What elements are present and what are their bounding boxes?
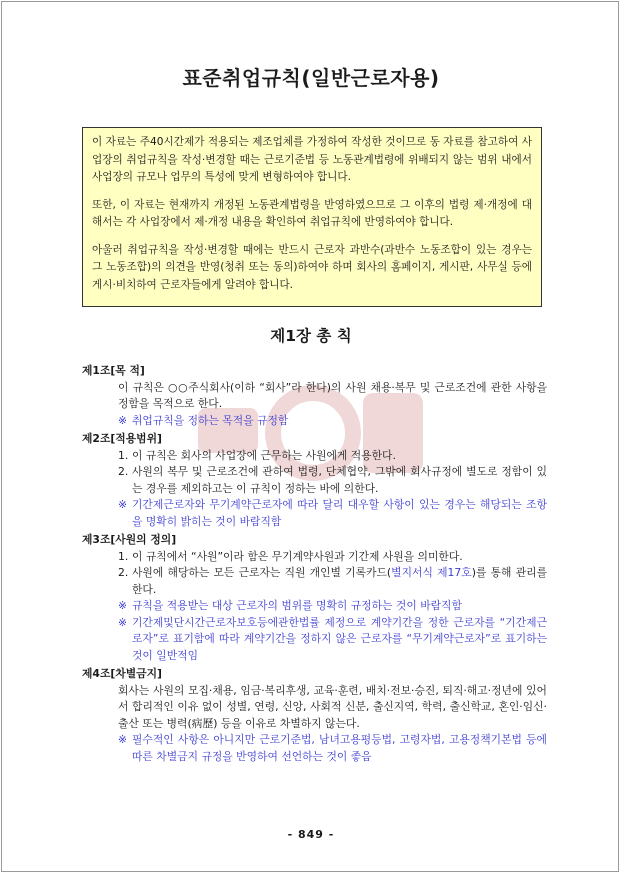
article-1-heading: 제1조[목 적] (82, 364, 145, 377)
article-3-item-2-pre: 사원에 해당하는 모든 근로자는 직원 개인별 기록카드( (132, 566, 392, 579)
article-3-note-1-text: 규칙을 적용받는 대상 근로자의 범위를 명확히 규정하는 것이 바람직함 (132, 599, 462, 612)
reference-mark: ※ (118, 413, 128, 427)
item-number: 1. (118, 549, 129, 563)
notice-box (82, 127, 542, 307)
article-2-note-text: 기간제근로자와 무기계약근로자에 따라 달리 대우할 사항이 있는 경우는 해당되는 조항을 명확히 밝히는 것이 바람직함 (132, 498, 547, 528)
article-3-item-2 (82, 565, 547, 598)
item-number: 2. (118, 465, 129, 478)
article-1-text: 이 규칙은 ○○주식회사(이하 “회사”라 한다)의 사원 채용·복무 및 근로조건에 관한 사항을 정함을 목적으로 한다. (118, 380, 547, 410)
item-number: 2. (118, 566, 129, 579)
article-3-note-1 (82, 598, 547, 615)
reference-mark: ※ (118, 733, 128, 746)
article-3-note-2 (82, 615, 547, 665)
articles (82, 361, 547, 765)
chapter-heading: 제1장 총 칙 (270, 327, 352, 345)
notice-paragraph-1: 이 자료는 주40시간제가 적용되는 제조업체를 가정하여 작성한 것이므로 동 자료를 참고하여 사업장의 취업규칙을 작성·변경할 때는 근로기준법 등 노동관계법령에 위배되지 않는 범위 내에서 사업장의 규모나 업무의 특성에 맞게 변형하여야 합니다. (92, 136, 532, 183)
article-3-item-1-text: 이 규칙에서 “사원”이라 함은 무기계약사원과 기간제 사원을 의미한다. (132, 549, 463, 563)
reference-mark: ※ (118, 599, 128, 612)
article-1-note-text: 취업규칙을 정하는 목적을 규정함 (132, 413, 289, 427)
notice-paragraph-3: 아울러 취업규칙을 작성·변경할 때에는 반드시 근로자 과반수(과반수 노동조합이 있는 경우는 그 노동조합)의 의견을 반영(청취 또는 동의)하여야 하며 회사의 홈페이지, 게시판, 사무실 등에 게시·비치하여 근로자들에게 알려야 합니다. (92, 243, 532, 291)
page-number: - 849 - (287, 828, 335, 841)
article-3-heading: 제3조[사원의 정의] (82, 533, 177, 546)
article-2-note (82, 497, 547, 530)
notice-paragraph-2: 또한, 이 자료는 현재까지 개정된 노동관계법령을 반영하였으므로 그 이후의 법령 제·개정에 대해서는 각 사업장에서 제·개정 내용을 확인하여 취업규칙에 반영하여야 합니다. (92, 198, 532, 228)
article-1-note (82, 413, 547, 430)
item-number: 1. (118, 448, 129, 462)
article-2-item-2-text: 사원의 복무 및 근로조건에 관하여 법령, 단체협약, 그밖에 회사규정에 별도로 정함이 있는 경우를 제외하고는 이 규칙이 정하는 바에 의한다. (132, 465, 547, 495)
article-2-item-1-text: 이 규칙은 회사의 사업장에 근무하는 사원에게 적용한다. (132, 448, 396, 462)
reference-mark: ※ (118, 615, 128, 629)
article-4-note-text: 필수적인 사항은 아니지만 근로기준법, 남녀고용평등법, 고령자법, 고용정책기본법 등에 따른 차별금지 규정을 반영하여 선언하는 것이 좋음 (132, 733, 547, 763)
article-4-text: 회사는 사원의 모집·채용, 임금·복리후생, 교육·훈련, 배치·전보·승진, 퇴직·해고·정년에 있어서 합리적인 이유 없이 성별, 연령, 신앙, 사회적 신분, 출신지역, 학력, 출신학교, 혼인·임신·출산 또는 병력(病歷) 등을 이유로 차별하지 않는다. (118, 683, 547, 730)
reference-mark: ※ (118, 498, 128, 511)
article-4-heading: 제4조[차별금지] (82, 667, 162, 680)
article-2-item-2 (82, 464, 547, 497)
document-title: 표준취업규칙(일반근로자용) (182, 66, 440, 90)
article-2-item-1 (82, 448, 547, 465)
article-3-item-2-text (132, 565, 547, 598)
article-3-note-2-text: 기간제및단시간근로자보호등에관한법률 제정으로 계약기간을 정한 근로자를 “기간제근로자”로 표기함에 따라 계약기간을 정하지 않은 근로자를 “무기계약근로자”로 표기하는 것이 일반적임 (132, 615, 547, 662)
article-4-note (82, 732, 547, 765)
article-3-item-1 (82, 549, 547, 566)
article-3-item-2-post: )를 통해 관리를 한다. (132, 566, 548, 596)
form-17-link[interactable]: 별지서식 제17호 (391, 566, 472, 579)
article-2-heading: 제2조[적용범위] (82, 432, 162, 445)
